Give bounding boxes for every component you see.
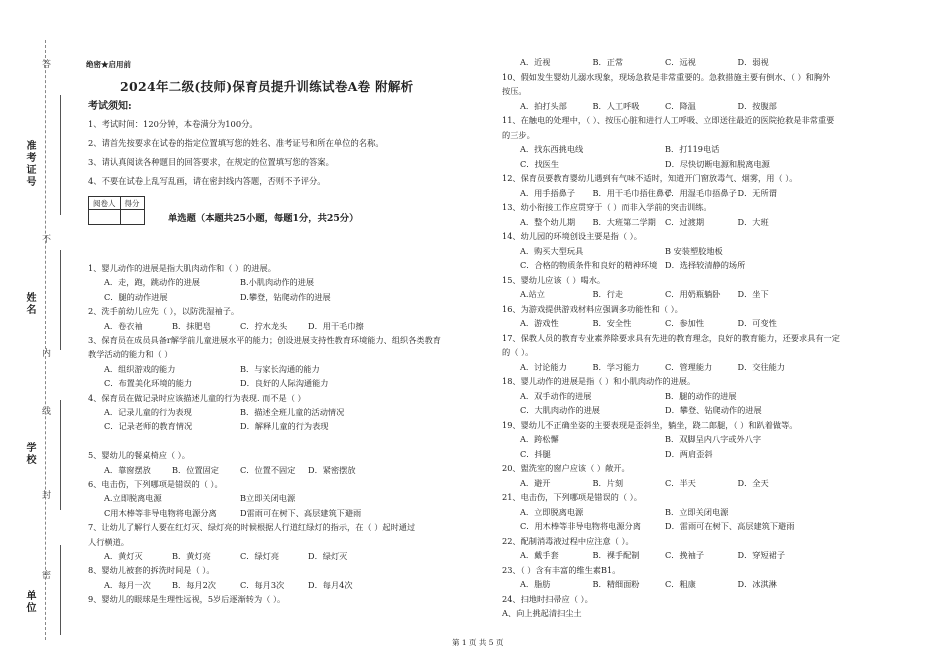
answer-option[interactable]: C．参加性 [665,318,705,328]
answer-option[interactable]: C．大肌肉动作的进展 [520,405,600,415]
answer-option[interactable]: B．片刻 [592,477,624,488]
answer-option[interactable]: A．购买大型玩具 [520,245,584,256]
answer-option[interactable]: D．每月4次 [308,579,353,590]
answer-option[interactable]: B．黄灯亮 [172,551,211,561]
notice-item: 3、请认真阅读各种题目的回答要求，在规定的位置填写您的答案。 [88,157,334,167]
answer-option[interactable]: B 安装塑胶地板 [665,245,723,256]
answer-option[interactable]: D．弱视 [737,57,769,67]
reviewer-cell[interactable] [89,210,121,225]
exam-id-blank[interactable] [60,95,61,215]
answer-option[interactable]: D．两肩歪斜 [665,448,713,459]
answer-option[interactable]: B．每月2次 [172,579,216,590]
question-text: 10、假如发生婴幼儿溺水现象，现场急救是非常重要的。急救措施主要有倒水、（ ）和胸外 [502,71,831,82]
answer-option[interactable]: D．坐下 [737,289,769,299]
question-text: 1、婴儿动作的进展是指大肌肉动作和（ ）的进展。 [88,263,276,273]
page-footer: 第 1 页 共 5 页 [452,638,504,647]
answer-option[interactable]: A．立即脱离电源 [520,506,584,517]
answer-option[interactable]: B．精细面粉 [592,579,640,589]
page-title: 2024年二级(技师)保育员提升训练试卷A卷 附解析 [120,79,414,94]
answer-option[interactable]: D雷雨可在树下、高层建筑下避雨 [240,507,362,518]
answer-option[interactable]: D．尽快切断电源和脱离电源 [665,158,770,169]
answer-option[interactable]: D.攀登，钻爬动作的进展 [240,291,331,302]
name-label: 姓名 [24,292,35,316]
question-text: 14、幼儿园的环境创设主要是指（ ）。 [502,231,642,241]
answer-option[interactable]: B．位置固定 [172,464,219,475]
question-text: 24、扫地时扫帚应（ ）。 [502,593,593,604]
answer-option[interactable]: A．近视 [520,57,551,67]
answer-option[interactable]: A．脂肪 [520,579,551,589]
answer-option[interactable]: D．无所谓 [737,187,777,198]
answer-option[interactable]: C．管理能力 [665,361,713,372]
question-text: 15、婴幼儿应该（ ）喝水。 [502,274,606,285]
question-text: 16、为游戏提供游戏材料应强调多功能性和（ ）。 [502,303,683,314]
answer-option[interactable]: A．拍打头部 [520,100,567,111]
answer-option[interactable]: A．每月一次 [104,579,151,590]
answer-option[interactable]: D．全天 [737,477,769,488]
answer-option[interactable]: C．每月3次 [240,579,285,590]
answer-option[interactable]: C．绿灯亮 [240,551,280,561]
answer-option[interactable]: A．双手动作的进展 [520,390,592,401]
answer-option[interactable]: B立即关闭电源 [240,493,296,504]
answer-option[interactable]: D．用干毛巾擦 [308,320,364,331]
answer-option[interactable]: D．选择较清静的场所 [665,260,746,270]
exam-id-label: 准考证号 [24,140,35,188]
seal-char-bu: 不 [42,235,52,245]
answer-option[interactable]: B．学习能力 [592,361,640,372]
question-text: 教学活动的能力和（ ） [88,349,173,360]
section-heading: 单选题（本题共25小题，每题1分，共25分） [168,213,359,224]
answer-option[interactable]: B．打119电话 [665,144,720,154]
answer-option[interactable]: D．可变性 [737,318,777,328]
answer-option[interactable]: D．良好的人际沟通能力 [240,378,329,389]
answer-option[interactable]: B．立即关闭电源 [665,506,729,517]
score-cell[interactable] [120,210,144,225]
seal-char-xian: 线 [42,407,52,417]
notice-item: 2、请首先按要求在试卷的指定位置填写您的姓名、准考证号和所在单位的名称。 [88,138,384,148]
answer-option[interactable]: D．大班 [737,216,769,227]
score-table [88,196,145,225]
answer-option[interactable]: B．与家长沟通的能力 [240,363,320,374]
question-text: 的（ ）。 [502,347,534,357]
answer-option[interactable]: D．交往能力 [737,361,786,372]
question-text: 2、洗手前幼儿应先（ ），以防洗湿袖子。 [88,306,240,317]
answer-option[interactable]: C．位置不固定 [240,464,296,475]
question-text: 8、婴幼儿被套的拆洗时间是（ ）。 [88,565,215,576]
answer-option[interactable]: C．粗康 [665,579,696,589]
secret-mark: 绝密★启用前 [86,60,131,69]
answer-option[interactable]: B．安全性 [592,318,632,328]
question-text: 的三步。 [502,129,535,140]
question-text: 4、保育员在做记录时应该描述儿童的行为表现. 而不是（ ） [88,392,306,403]
notice-item: 1、考试时间：120分钟，本卷满分为100分。 [88,119,258,129]
seal-char-da: 答 [42,60,52,70]
name-blank[interactable] [60,250,61,350]
answer-option[interactable]: A．记录儿童的行为表现 [104,407,192,417]
question-text: 17、保教人员的教育专业素养除要求具有先进的教育理念，良好的教育能力，还要求具有一定 [502,332,840,343]
answer-option[interactable]: A．戴手套 [520,550,559,560]
answer-option[interactable]: C．布置美化环境的能力 [104,378,193,389]
answer-option[interactable]: D．解释儿童的行为表现 [240,421,329,432]
seal-char-nei: 内 [42,349,52,359]
reviewer-header: 阅卷人 [89,197,121,210]
answer-option[interactable]: A．游戏性 [520,318,559,328]
answer-option[interactable]: D．攀登、钻爬动作的进展 [665,405,762,415]
answer-option[interactable]: C．找医生 [520,158,560,169]
answer-option[interactable]: C．半天 [665,477,696,488]
score-header: 得分 [120,197,144,210]
question-text: 5、婴幼儿的餐桌椅应（ ）。 [88,450,190,461]
answer-option[interactable]: A．走，跑，跳动作的进展 [104,277,200,288]
answer-option[interactable]: A．卷衣袖 [104,320,143,331]
answer-option[interactable]: C．用木棒等非导电物将电源分离 [520,521,641,531]
seal-char-feng: 封 [42,491,52,501]
answer-option[interactable]: A．跨松懈 [520,434,559,444]
answer-option[interactable]: B．描述全班儿童的活动情况 [240,407,345,417]
seal-char-mi: 密 [42,571,52,581]
answer-option[interactable]: A．讨论能力 [520,361,567,372]
answer-option[interactable]: B．用干毛巾捂住鼻子 [592,187,673,198]
question-text: 20、盥洗室的窗户应该（ ）敞开。 [502,463,630,473]
answer-option[interactable]: A.站立 [520,289,545,299]
question-text: 按压。 [502,86,527,96]
answer-option[interactable]: B．人工呼吸 [592,100,640,111]
unit-blank[interactable] [60,545,61,635]
question-text: 22、配制消毒液过程中应注意（ ）。 [502,535,634,546]
answer-option[interactable]: C．合格的物质条件和良好的精神环境 [520,260,658,270]
answer-option[interactable]: C．降温 [665,100,696,111]
question-text: 19、婴幼儿不正确坐姿的主要表现是歪斜坐，躺坐，跷二郎腿，（ ）和趴着做等。 [502,419,798,430]
answer-option[interactable]: C．拧水龙头 [240,320,288,331]
answer-option[interactable]: A．找东西挑电线 [520,144,584,154]
answer-option[interactable]: C用木棒等非导电物将电源分离 [104,507,217,518]
question-text: 人行横道。 [88,536,129,547]
answer-option[interactable]: C．用湿毛巾捂鼻子 [665,187,737,198]
school-label: 学校 [24,442,35,466]
answer-option[interactable]: A．用手捂鼻子 [520,187,576,198]
answer-option[interactable]: D．紧密摆放 [308,464,356,475]
question-text: 21、电击伤，下列哪项是错误的（ ）。 [502,492,642,502]
answer-option[interactable]: D．冰淇淋 [737,579,777,589]
answer-option[interactable]: B．大班第二学期 [592,216,656,227]
question-text: 13、幼小衔接工作应贯穿于（ ）而非入学前的突击训练。 [502,202,712,212]
answer-option[interactable]: A．组织游戏的能力 [104,363,176,374]
school-blank[interactable] [60,400,61,510]
answer-option[interactable]: B．抹肥皂 [172,320,211,331]
question-text: 3、保育员在成员具备r解学前儿童进展水平的能力；创设进展支持性教育环境能力、组织各类教育 [88,335,441,345]
question-text: 9、婴幼儿的眼球是生理性远视，5岁后逐渐转为（ ）。 [88,594,286,605]
answer-option[interactable]: C．远视 [665,57,696,67]
answer-option[interactable]: C．抖腿 [520,448,551,459]
answer-option[interactable]: B．裸手配制 [592,550,640,560]
answer-option[interactable]: D．雷雨可在树下、高层建筑下避雨 [665,521,795,531]
seal-line [45,40,46,640]
question-text: 7、让幼儿了解行人要在红灯灭、绿灯亮的时候根据人行道红绿灯的指示，在（ ）起时通过 [88,522,416,533]
answer-option[interactable]: B．双脚呈内八字或外八字 [665,434,762,444]
question-text: 11、在触电的处理中，（ ）、按压心脏和进行人工呼吸、立即送往最近的医院抢救是非常重要 [502,115,835,125]
question-text: 12、保育员要教育婴幼儿遇到有气味不适时，知道开门窗放毒气、烟雾，用（ ）。 [502,173,798,183]
answer-option[interactable]: C．挽袖子 [665,550,705,560]
answer-option[interactable]: D．绿灯灭 [308,551,348,561]
answer-option[interactable]: D．按腹部 [737,100,777,111]
notice-heading: 考试须知: [88,101,132,112]
answer-option[interactable]: A．整个幼儿期 [520,216,576,227]
answer-option[interactable]: B.小肌肉动作的进展 [240,277,315,288]
answer-option[interactable]: A．避开 [520,477,551,488]
notice-item: 4、不要在试卷上乱写乱画，请在密封线内答题，否则不予评分。 [88,176,326,186]
question-text: 6、电击伤，下列哪项是错误的（ ）。 [88,479,223,489]
answer-option[interactable]: B．行走 [592,289,624,299]
answer-option[interactable]: B．腿的动作的进展 [665,390,737,401]
unit-label: 单位 [24,590,35,614]
answer-option[interactable]: A．黄灯灭 [104,551,143,561]
answer-option[interactable]: C．过渡期 [665,216,705,227]
answer-option[interactable]: C．腿的动作进展 [104,291,168,302]
answer-option[interactable]: A．靠窗摆放 [104,464,151,475]
question-text: A、向上挑起清扫尘土 [502,608,582,618]
answer-option[interactable]: A.立即脱离电源 [104,493,162,504]
question-text: 23、（ ）含有丰富的维生素B1。 [502,564,621,575]
answer-option[interactable]: D．穿短裙子 [737,550,786,560]
binding-margin [0,0,70,671]
answer-option[interactable]: B．正常 [592,57,624,67]
answer-option[interactable]: C．记录老师的教育情况 [104,421,193,432]
question-text: 18、婴儿动作的进展是指（ ）和小肌肉动作的进展。 [502,376,696,386]
answer-option[interactable]: C．用奶瓶躺卧 [665,289,721,299]
